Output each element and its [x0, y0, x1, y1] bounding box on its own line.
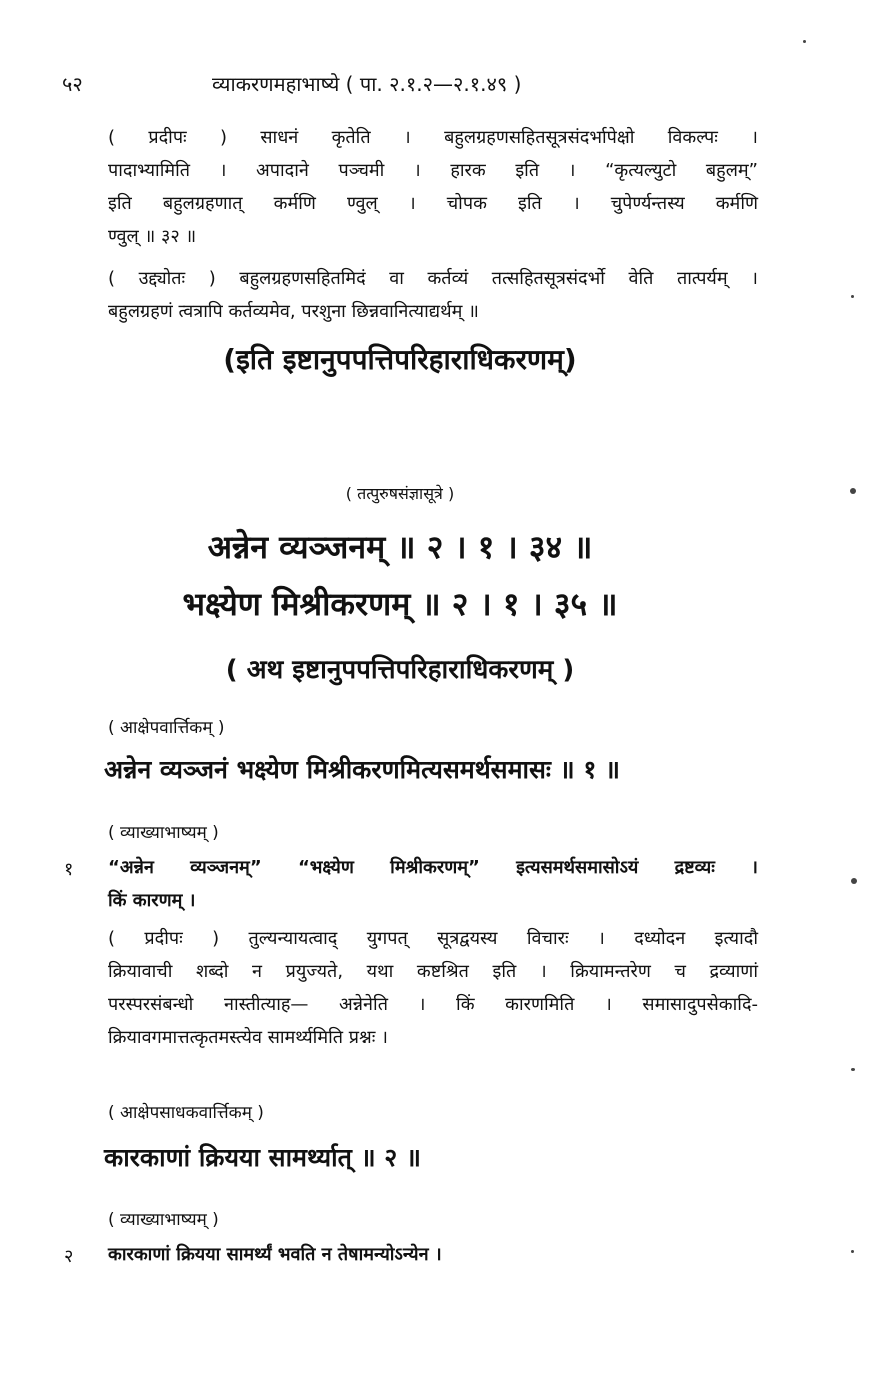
scan-speck: [851, 1250, 854, 1253]
scan-speck: [850, 488, 856, 494]
block3-vartika: कारकाणां क्रियया सामर्थ्यात् ॥ २ ॥: [104, 1143, 421, 1172]
section-end-heading: (इति इष्टानुपपत्तिपरिहाराधिकरणम्): [223, 343, 577, 376]
block4-number: २: [64, 1246, 74, 1267]
pradipa1-line3: इति बहुलग्रहणात् कर्मणि ण्वुल् । चोपक इति । चुपेर्ण्यन्तस्य कर्मणि: [108, 193, 758, 214]
sutra-heading-2: भक्ष्येण मिश्रीकरणम् ॥ २ । १ । ३५ ॥: [182, 585, 618, 623]
uddyota1-line2: बहुलग्रहणं त्वत्रापि कर्तव्यमेव, परशुना छिन्नवानित्याद्यर्थम् ॥: [108, 301, 479, 322]
pradipa2-line2: क्रियावाची शब्दो न प्रयुज्यते, यथा कष्टश्रित इति । क्रियामन्तरेण च द्रव्याणां: [108, 961, 758, 982]
block2-line2: किं कारणम् ।: [108, 890, 196, 911]
block1-vartika: अन्नेन व्यञ्जनं भक्ष्येण मिश्रीकरणमित्यसमर्थसमासः ॥ १ ॥: [104, 755, 621, 784]
scan-speck: [851, 1068, 855, 1071]
block3-label: ( आक्षेपसाधकवार्त्तिकम् ): [108, 1103, 264, 1123]
block4-line1: कारकाणां क्रियया सामर्थ्यं भवति न तेषामन्योऽन्येन ।: [108, 1244, 442, 1265]
context-note: ( तत्पुरुषसंज्ञासूत्रे ): [345, 484, 455, 503]
block4-label: ( व्याख्याभाष्यम् ): [108, 1210, 219, 1230]
block2-label: ( व्याख्याभाष्यम् ): [108, 823, 219, 843]
uddyota1-line1: ( उद्द्योतः ) बहुलग्रहणसहितमिदं वा कर्तव्यं तत्सहितसूत्रसंदर्भो वेति तात्पर्यम् ।: [108, 268, 758, 289]
block2-number: १: [64, 859, 74, 880]
scan-speck: [851, 295, 854, 298]
pradipa2-line3: परस्परसंबन्धो नास्तीत्याह— अन्नेनेति । किं कारणमिति । समासादुपसेकादि-: [108, 994, 758, 1015]
block1-label: ( आक्षेपवार्त्तिकम् ): [108, 718, 225, 738]
sutra-heading-1: अन्नेन व्यञ्जनम् ॥ २ । १ । ३४ ॥: [207, 528, 593, 566]
section-start-heading: ( अथ इष्टानुपपत्तिपरिहाराधिकरणम् ): [225, 655, 575, 685]
scan-speck: [803, 40, 806, 43]
running-title: व्याकरणमहाभाष्ये ( पा. २.१.२—२.१.४९ ): [212, 72, 522, 96]
block2-line1: “अन्नेन व्यञ्जनम्” “भक्ष्येण मिश्रीकरणम्” इत्यसमर्थसमासोऽयं द्रष्टव्यः ।: [108, 857, 758, 878]
pradipa2-line4: क्रियावगमात्तत्कृतमस्त्येव सामर्थ्यमिति प्रश्नः ।: [108, 1027, 388, 1048]
pradipa1-line1: ( प्रदीपः ) साधनं कृतेति । बहुलग्रहणसहितसूत्रसंदर्भापेक्षो विकल्पः ।: [108, 127, 758, 148]
pradipa2-line1: ( प्रदीपः ) तुल्यन्यायत्वाद् युगपत् सूत्रद्वयस्य विचारः । दध्योदन इत्यादौ: [108, 928, 758, 949]
scan-speck: [851, 878, 857, 884]
page-number: ५२: [62, 72, 83, 96]
pradipa1-line2: पादाभ्यामिति । अपादाने पञ्चमी । हारक इति । “कृत्यल्युटो बहुलम्”: [108, 160, 758, 181]
pradipa1-line4: ण्वुल् ॥ ३२ ॥: [108, 226, 197, 247]
